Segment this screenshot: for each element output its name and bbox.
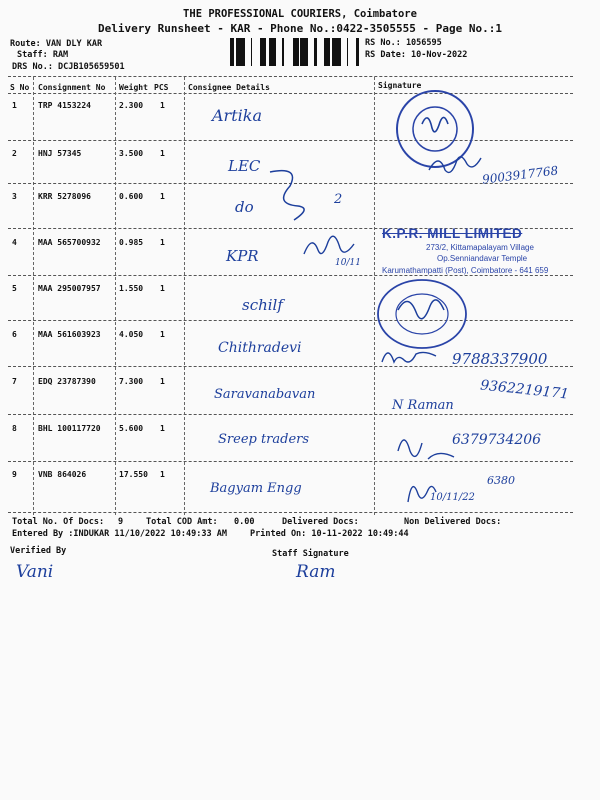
- kpr-stamp-company: K.P.R. MILL LIMITED: [382, 226, 523, 241]
- table-header-rule: [8, 93, 573, 94]
- row-consignment: TRP 4153224: [38, 101, 91, 110]
- row-pcs: 1: [160, 284, 165, 293]
- signature-date-row9: 10/11/22: [430, 492, 475, 503]
- barcode-bar: [282, 38, 284, 66]
- col-header-signature: Signature: [378, 81, 422, 90]
- row-rule: [8, 275, 573, 276]
- signature-phone-row6: 9788337900: [452, 350, 548, 368]
- col-header-consignment: Consignment No: [38, 83, 106, 92]
- verified-by-label: Verified By: [10, 546, 67, 556]
- row-consignment: BHL 100117720: [38, 424, 101, 433]
- barcode-bar: [251, 38, 252, 66]
- row-pcs: 1: [160, 377, 165, 386]
- row-weight: 5.600: [119, 424, 144, 433]
- staff-label: Staff: RAM: [17, 50, 69, 60]
- row-weight: 4.050: [119, 330, 144, 339]
- row-consignee: schilf: [242, 296, 283, 314]
- kpr-stamp-line2: Op.Senniandavar Temple: [437, 254, 528, 263]
- runsheet-title: THE PROFESSIONAL COURIERS, Coimbatore: [183, 8, 417, 20]
- barcode-bar: [264, 38, 266, 66]
- signature-scribble-row8: [392, 425, 462, 467]
- signature-phone-row2: 9003917768: [481, 163, 559, 187]
- col-header-consignee: Consignee Details: [188, 83, 270, 92]
- col-header-pcs: PCS: [154, 83, 169, 92]
- staff-signature-label: Staff Signature: [272, 549, 349, 559]
- row-pcs: 1: [160, 330, 165, 339]
- kpr-stamp-line1: 273/2, Kittamapalayam Village: [426, 243, 534, 252]
- barcode-bar: [260, 38, 263, 66]
- barcode-bar: [324, 38, 326, 66]
- row-pcs: 1: [160, 192, 165, 201]
- barcode-bar: [314, 38, 317, 66]
- barcode-bar: [239, 38, 240, 66]
- row-pcs: 1: [160, 238, 165, 247]
- barcode-bar: [272, 38, 275, 66]
- col-divider: [115, 77, 116, 515]
- rs-number: RS No.: 1056595: [365, 38, 442, 48]
- cod-label: Total COD Amt:: [146, 517, 218, 527]
- barcode-bar: [296, 38, 299, 66]
- row-sno: 3: [12, 192, 17, 201]
- row-pcs: 1: [160, 149, 165, 158]
- signature-phone-row7: 9362219171: [479, 377, 570, 403]
- barcode-bar: [335, 38, 336, 66]
- row-consignee: LEC: [228, 157, 261, 175]
- barcode-bar: [236, 38, 239, 66]
- drs-label: DRS No.: DCJB105659501: [12, 62, 125, 72]
- table-bottom-rule: [8, 512, 573, 513]
- row-weight: 0.985: [119, 238, 144, 247]
- col-header-sno: S No: [10, 83, 30, 92]
- runsheet-subtitle: Delivery Runsheet - KAR - Phone No.:0422-3505555 - Page No.:1: [98, 22, 502, 35]
- cod-value: 0.00: [234, 517, 255, 527]
- barcode-bar: [242, 38, 245, 66]
- kpr-stamp-line3: Karumathampatti (Post), Coimbatore - 641 659: [382, 266, 549, 275]
- barcode-bar: [269, 38, 270, 66]
- row-sno: 9: [12, 470, 17, 479]
- staff-signature: Ram: [296, 562, 336, 582]
- row-sno: 4: [12, 238, 17, 247]
- row-sno: 5: [12, 284, 17, 293]
- row-consignee: Bagyam Engg: [210, 481, 302, 496]
- barcode-bar: [263, 38, 264, 66]
- row-weight: 0.600: [119, 192, 144, 201]
- row-rule: [8, 320, 573, 321]
- barcode-bar: [233, 38, 234, 66]
- signature-scribble-row9: [400, 470, 440, 508]
- row-consignment: MAA 295007957: [38, 284, 101, 293]
- col-header-weight: Weight: [119, 83, 148, 92]
- signature-scribble-row4: [300, 232, 360, 262]
- barcode-bar: [294, 38, 296, 66]
- row-sno: 6: [12, 330, 17, 339]
- row-sno: 1: [12, 101, 17, 110]
- signature-phone-row8: 6379734206: [452, 432, 542, 448]
- row-rule: [8, 414, 573, 415]
- barcode-bar: [336, 38, 338, 66]
- col-divider: [33, 77, 34, 515]
- signature-name-row7: N Raman: [392, 398, 454, 413]
- barcode-bar: [306, 38, 308, 66]
- entered-by: Entered By :INDUKAR 11/10/2022 10:49:33 AM: [12, 529, 227, 539]
- barcode-bar: [275, 38, 276, 66]
- row-sno: 2: [12, 149, 17, 158]
- verified-signature: Vani: [16, 562, 54, 582]
- row-weight: 7.300: [119, 377, 144, 386]
- row-consignee: Sreep traders: [218, 432, 310, 447]
- total-docs-label: Total No. Of Docs:: [12, 517, 105, 527]
- row-consignee: Artika: [212, 106, 262, 125]
- row-rule: [8, 140, 573, 141]
- barcode-bar: [338, 38, 341, 66]
- row-consignee: Saravanabavan: [214, 387, 316, 402]
- row-consignee: do: [235, 198, 254, 216]
- row-weight: 17.550: [119, 470, 148, 479]
- barcode-bar: [270, 38, 272, 66]
- barcode-bar: [302, 38, 305, 66]
- rs-date: RS Date: 10-Nov-2022: [365, 50, 468, 60]
- col-divider: [184, 77, 185, 515]
- barcode-bar: [240, 38, 242, 66]
- signature-phone-row9: 6380: [487, 474, 515, 487]
- row-consignee: KPR: [226, 247, 259, 265]
- row-consignment: HNJ 57345: [38, 149, 82, 158]
- signature-mark-row3: 2: [334, 192, 343, 207]
- row-consignment: VNB 864026: [38, 470, 87, 479]
- signature-date-row4: 10/11: [335, 258, 361, 268]
- total-docs-value: 9: [118, 517, 124, 527]
- barcode-bar: [230, 38, 233, 66]
- row-weight: 3.500: [119, 149, 144, 158]
- non-delivered-label: Non Delivered Docs:: [404, 517, 502, 527]
- row-pcs: 1: [160, 470, 165, 479]
- row-pcs: 1: [160, 424, 165, 433]
- barcode-bar: [329, 38, 330, 66]
- row-consignment: KRR 5278096: [38, 192, 91, 201]
- row-sno: 7: [12, 377, 17, 386]
- row-weight: 1.550: [119, 284, 144, 293]
- barcode-bar: [293, 38, 294, 66]
- row-consignee: Chithradevi: [218, 340, 302, 356]
- signature-scribble-row6: [378, 340, 448, 366]
- barcode-bar: [347, 38, 348, 66]
- barcode-bar: [332, 38, 335, 66]
- printed-on: Printed On: 10-11-2022 10:49:44: [250, 529, 409, 539]
- barcode-bar: [356, 38, 359, 66]
- row-consignment: EDQ 23787390: [38, 377, 96, 386]
- row-consignment: MAA 565700932: [38, 238, 101, 247]
- row-sno: 8: [12, 424, 17, 433]
- row-weight: 2.300: [119, 101, 144, 110]
- barcode-bar: [305, 38, 306, 66]
- row-pcs: 1: [160, 101, 165, 110]
- row-consignment: MAA 561603923: [38, 330, 101, 339]
- table-top-rule: [8, 76, 573, 77]
- row-rule: [8, 461, 573, 462]
- route-label: Route: VAN DLY KAR: [10, 39, 103, 49]
- signature-scribble-row2: [425, 150, 495, 178]
- signature-scribble: [260, 164, 330, 224]
- barcode-bar: [326, 38, 329, 66]
- barcode: [230, 38, 360, 66]
- delivered-label: Delivered Docs:: [282, 517, 359, 527]
- barcode-bar: [300, 38, 302, 66]
